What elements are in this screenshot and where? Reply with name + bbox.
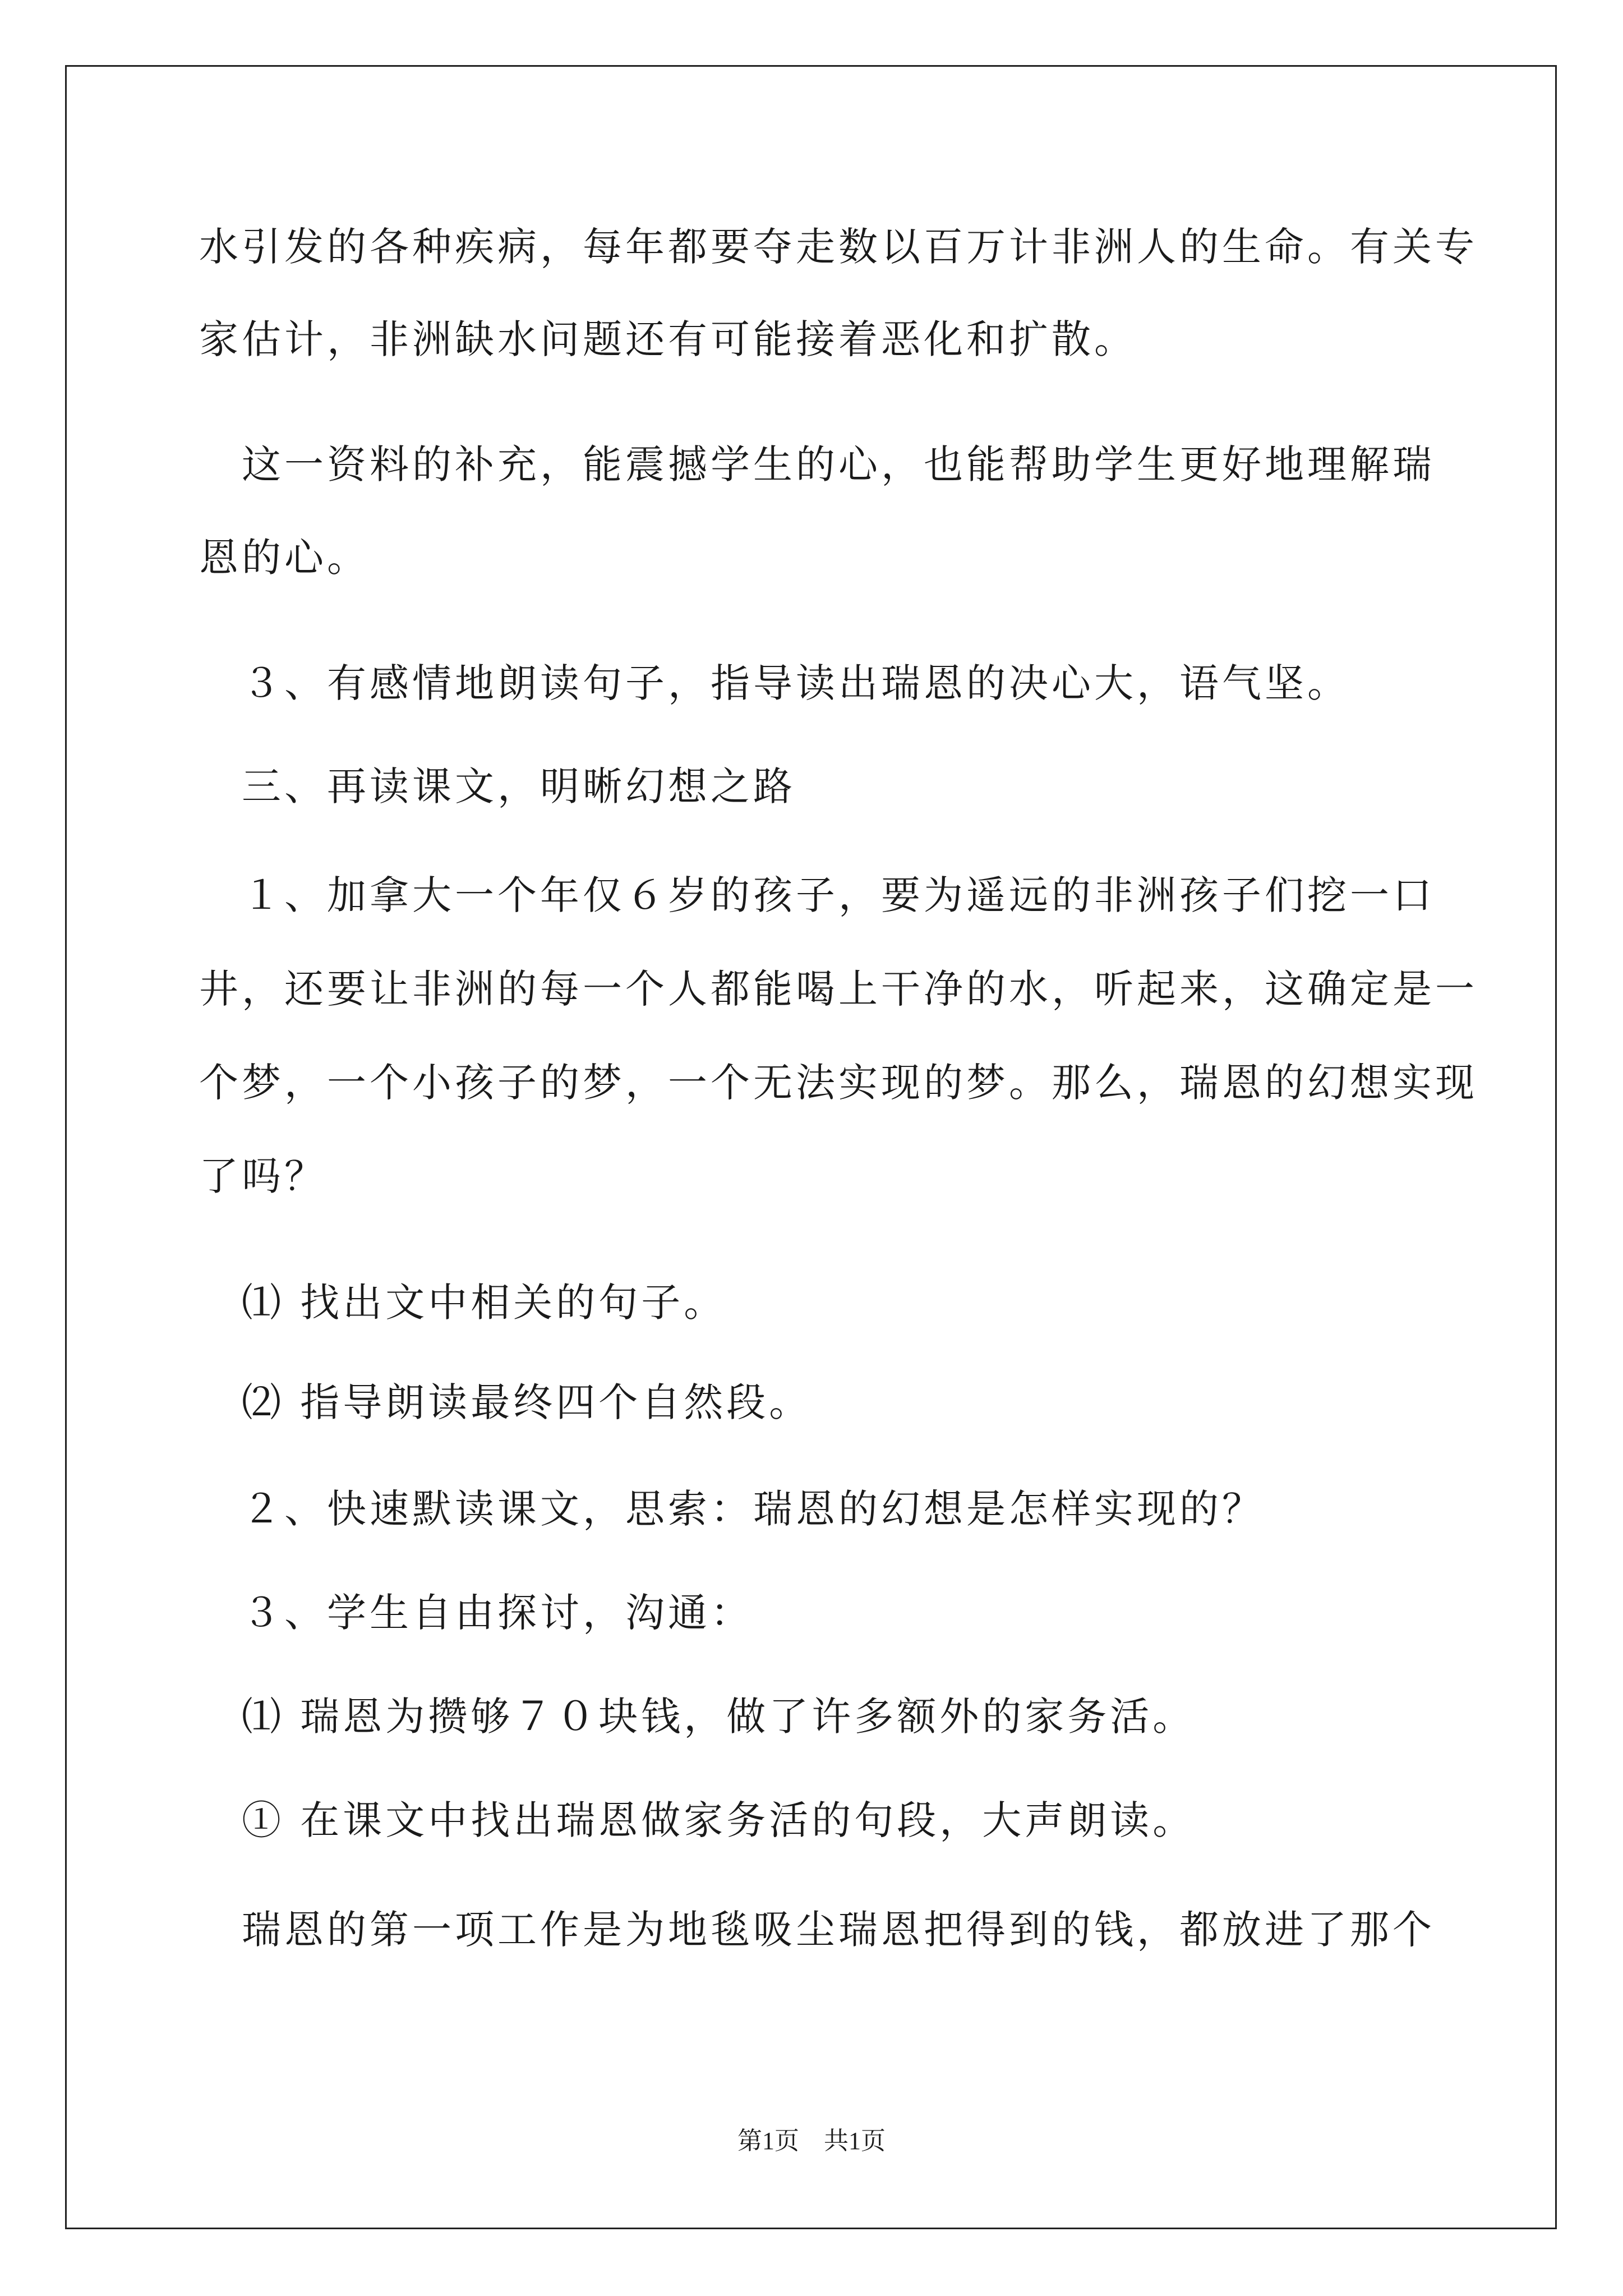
text-line: 了吗？	[199, 1153, 327, 1199]
text-line: ２、快速默读课文，思索：瑞恩的幻想是怎样实现的？	[199, 1486, 1265, 1532]
text-line: 瑞恩的第一项工作是为地毯吸尘瑞恩把得到的钱，都放进了那个	[199, 1907, 1435, 1953]
text-line: 水引发的各种疾病，每年都要夺走数以百万计非洲人的生命。有关专	[199, 224, 1478, 270]
text-line: 三、再读课文，明晰幻想之路	[199, 763, 796, 809]
text-line: ⑵ 指导朗读最终四个自然段。	[199, 1379, 812, 1425]
text-line: 井，还要让非洲的每一个人都能喝上干净的水，听起来，这确定是一	[199, 966, 1478, 1012]
text-line: 个梦，一个小孩子的梦，一个无法实现的梦。那么，瑞恩的幻想实现	[199, 1060, 1478, 1106]
text-line: ⑴ 找出文中相关的句子。	[199, 1280, 727, 1326]
text-line: １、加拿大一个年仅６岁的孩子，要为遥远的非洲孩子们挖一口	[199, 872, 1435, 918]
text-line: 这一资料的补充，能震撼学生的心，也能帮助学生更好地理解瑞	[199, 441, 1435, 487]
text-line: ３、有感情地朗读句子，指导读出瑞恩的决心大，语气坚。	[199, 660, 1350, 706]
page-number: 第1页 共1页	[737, 2127, 886, 2155]
text-line: ⑴ 瑞恩为攒够７０块钱，做了许多额外的家务活。	[199, 1694, 1196, 1740]
text-line: ① 在课文中找出瑞恩做家务活的句段，大声朗读。	[199, 1797, 1196, 1843]
text-line: ３、学生自由探讨，沟通：	[199, 1590, 753, 1636]
text-line: 家估计，非洲缺水问题还有可能接着恶化和扩散。	[199, 316, 1137, 362]
text-line: 恩的心。	[199, 535, 370, 581]
